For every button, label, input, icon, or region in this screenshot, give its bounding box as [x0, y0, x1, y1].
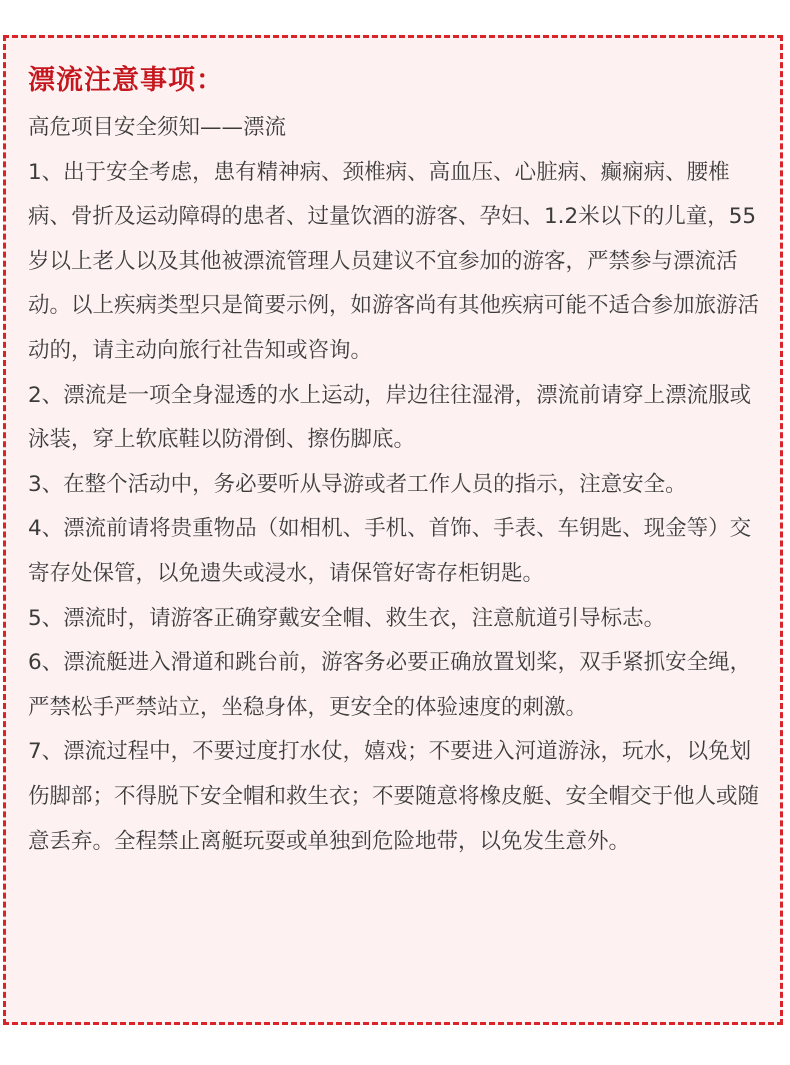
notice-subtitle: 高危项目安全须知——漂流 — [28, 115, 287, 140]
notice-item-3: 3、在整个活动中，务必要听从导游或者工作人员的指示，注意安全。 — [28, 471, 687, 497]
notice-item-2: 2、漂流是一项全身湿透的水上运动，岸边往往湿滑，漂流前请穿上漂流服或泳装，穿上软底鞋以防滑倒、擦伤脚底。 — [28, 382, 752, 453]
notice-item-7: 7、漂流过程中，不要过度打水仗，嬉戏；不要进入河道游泳，玩水，以免划伤脚部；不得脱下安全帽和救生衣；不要随意将橡皮艇、安全帽交于他人或随意丢弃。全程禁止离艇玩耍或单独到危险地带，以免发生意外。 — [28, 739, 760, 854]
notice-item-6: 6、漂流艇进入滑道和跳台前，游客务必要正确放置划桨，双手紧抓安全绳，严禁松手严禁站立，坐稳身体，更安全的体验速度的刺激。 — [28, 650, 752, 720]
notice-box — [3, 35, 783, 1025]
notice-item-1: 1、出于安全考虑，患有精神病、颈椎病、高血压、心脏病、癫痫病、腰椎病、骨折及运动障碍的患者、过量饮酒的游客、孕妇、1.2米以下的儿童，55岁以上老人以及其他被漂流管理人员建议不宜参加的游客，严禁参与漂流活动。以上疾病类型只是简要示例，如游客尚有其他疾病可能不适合参加旅游活动的，请主动向旅行社告知或咨询。 — [28, 159, 760, 363]
notice-item-5: 5、漂流时，请游客正确穿戴安全帽、救生衣，注意航道引导标志。 — [28, 605, 666, 631]
notice-title: 漂流注意事项： — [28, 65, 224, 96]
notice-item-4: 4、漂流前请将贵重物品（如相机、手机、首饰、手表、车钥匙、现金等）交寄存处保管，以免遗失或浸水，请保管好寄存柜钥匙。 — [28, 516, 752, 586]
